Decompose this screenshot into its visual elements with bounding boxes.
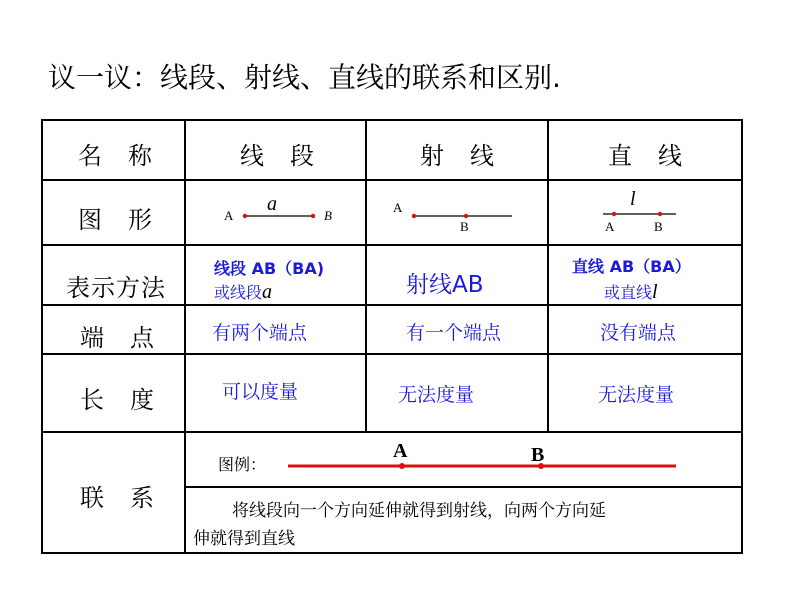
line-figure <box>603 212 676 216</box>
ray-figure <box>412 214 512 218</box>
line-point-a <box>612 212 616 216</box>
length-segment: 可以度量 <box>222 381 299 403</box>
row-label-figure: 图 形 <box>78 206 153 234</box>
relation-text-line2: 伸就得到直线 <box>193 529 295 549</box>
notation-segment-var: a <box>262 281 273 303</box>
line-label-a: A <box>605 219 615 234</box>
line-point-b <box>658 212 662 216</box>
header-segment: 线 段 <box>240 142 315 170</box>
notation-line-line1: 直线 AB（BA） <box>572 257 691 276</box>
segment-figure <box>243 214 315 218</box>
header-name: 名 称 <box>78 142 153 170</box>
row-label-relation: 联 系 <box>80 484 155 512</box>
notation-ray: 射线AB <box>406 272 484 298</box>
notation-line-prefix: 或直线 <box>604 283 653 302</box>
relation-label-a: A <box>393 440 408 462</box>
relation-text-line1: 将线段向一个方向延伸就得到射线，向两个方向延 <box>232 501 606 521</box>
endpoints-ray: 有一个端点 <box>406 322 502 344</box>
ray-point-b <box>464 214 468 218</box>
relation-legend-label: 图例： <box>218 455 267 474</box>
line-label-name: l <box>630 188 636 210</box>
endpoints-line: 没有端点 <box>600 322 677 344</box>
line-label-b: B <box>654 219 663 234</box>
endpoints-segment: 有两个端点 <box>212 322 308 344</box>
segment-label-b: B <box>324 208 332 223</box>
row-label-length: 长 度 <box>80 386 155 414</box>
row-label-endpoints: 端 点 <box>80 324 155 352</box>
relation-label-b: B <box>531 444 545 466</box>
notation-segment-line2 <box>214 280 272 304</box>
segment-endpoint-b <box>311 214 315 218</box>
relation-legend-line <box>288 463 676 469</box>
length-line: 无法度量 <box>598 384 675 406</box>
ray-endpoint-a <box>412 214 416 218</box>
segment-label-a: A <box>224 208 234 223</box>
length-ray: 无法度量 <box>398 384 475 406</box>
notation-line-var: l <box>652 281 658 303</box>
row-label-notation: 表示方法 <box>66 274 166 302</box>
header-ray: 射 线 <box>420 142 495 170</box>
segment-label-name: a <box>267 193 277 215</box>
page-title: 议一议：线段、射线、直线的联系和区别. <box>48 61 561 94</box>
ray-label-a: A <box>393 200 403 215</box>
notation-segment-prefix: 或线段 <box>214 283 263 302</box>
ray-label-b: B <box>460 219 469 234</box>
header-line: 直 线 <box>608 142 683 170</box>
notation-segment-line1: 线段 AB（BA) <box>214 259 325 278</box>
segment-endpoint-a <box>243 214 247 218</box>
relation-point-a <box>399 463 405 469</box>
notation-line-line2 <box>604 280 658 304</box>
